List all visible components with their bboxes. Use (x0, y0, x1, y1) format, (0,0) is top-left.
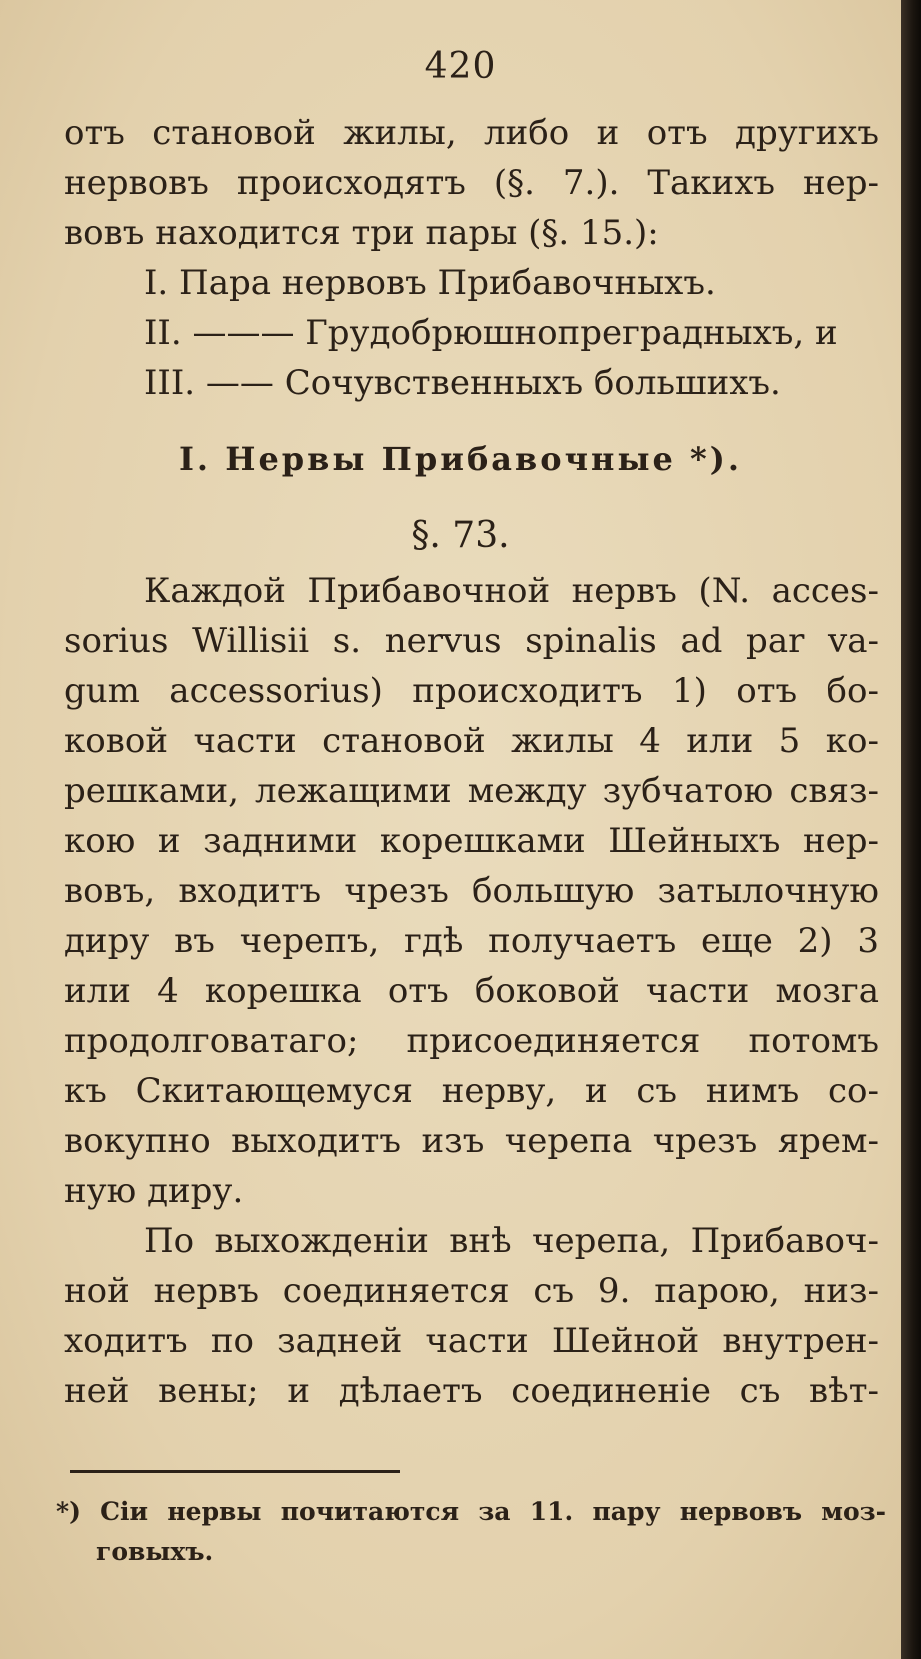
text-line: ную диру. (64, 1171, 244, 1211)
main-paragraph (64, 566, 879, 1416)
text-line: вовъ, входитъ чрезъ большую затылочную (64, 871, 879, 911)
text-line: вовъ находится три пары (§. 15.): (64, 213, 659, 253)
page-number: 420 (424, 46, 497, 87)
list-item: III. —— Сочувственныхъ большихъ. (144, 363, 781, 403)
text-line: решками, лежащими между зубчатою связ- (64, 771, 879, 811)
text-line: или 4 корешка отъ боковой части мозга (64, 971, 879, 1011)
text-line: продолговатаго; присоединяется потомъ (64, 1021, 879, 1061)
footnote-line: говыхъ. (96, 1537, 214, 1566)
paragraph-number: §. 73. (411, 515, 510, 556)
nerve-pairs-list (144, 258, 884, 408)
text-line: По выхожденіи внѣ черепа, Прибавоч- (144, 1221, 879, 1261)
text-line: кою и задними корешками Шейныхъ нер- (64, 821, 879, 861)
text-line: диру въ черепъ, гдѣ получаетъ еще 2) 3 (64, 921, 879, 961)
text-line: Каждой Прибавочной нервъ (N. acces- (144, 571, 879, 611)
text-line: отъ становой жилы, либо и отъ другихъ (64, 113, 879, 153)
footnote (56, 1492, 886, 1572)
text-line: вокупно выходитъ изъ черепа чрезъ ярем- (64, 1121, 879, 1161)
list-item: I. Пара нервовъ Прибавочныхъ. (144, 263, 716, 303)
text-line: gum accessorius) происходитъ 1) отъ бо- (64, 671, 879, 711)
list-item: II. ——— Грудобрюшнопреградныхъ, и (144, 313, 838, 353)
text-line: sorius Willisii s. nervus spinalis ad par va- (64, 621, 879, 661)
text-line: ней вены; и дѣлаетъ соединеніе съ вѣт- (64, 1371, 879, 1411)
text-line: къ Скитающемуся нерву, и съ нимъ со- (64, 1071, 879, 1111)
text-line: ковой части становой жилы 4 или 5 ко- (64, 721, 879, 761)
text-line: ходитъ по задней части Шейной внутрен- (64, 1321, 879, 1361)
text-line: нервовъ происходятъ (§. 7.). Такихъ нер- (64, 163, 879, 203)
section-heading: I. Нервы Прибавочные *). (178, 440, 743, 478)
page-edge-shadow (901, 0, 921, 1659)
footnote-rule (70, 1470, 400, 1473)
text-line: ной нервъ соединяется съ 9. парою, низ- (64, 1271, 879, 1311)
intro-paragraph (64, 108, 879, 258)
footnote-line: *) Сіи нервы почитаются за 11. пару нервовъ моз- (56, 1497, 886, 1526)
